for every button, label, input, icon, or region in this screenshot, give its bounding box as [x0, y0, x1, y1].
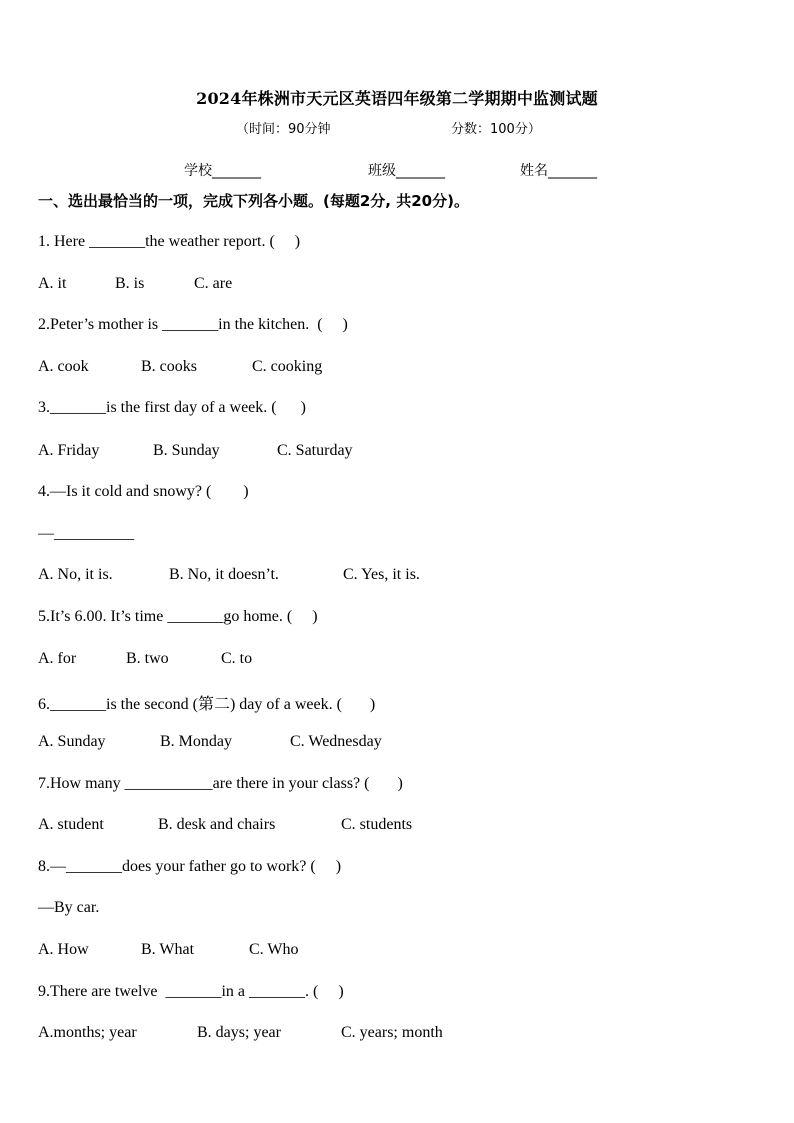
q4-option-b: B. No, it doesn’t.	[169, 566, 279, 583]
question-5: 5.It’s 6.00. It’s time _______go home. ( )	[38, 608, 318, 625]
q7-option-c: C. students	[341, 816, 413, 833]
q5-option-b: B. two	[126, 650, 169, 667]
name-field: 姓名_______	[520, 163, 597, 179]
school-field: 学校_______	[184, 163, 261, 179]
exam-title: 2024年株洲市天元区英语四年级第二学期期中监测试题	[196, 89, 598, 108]
question-8: 8.—_______does your father go to work? ( )	[38, 858, 342, 875]
q4-option-c: C. Yes, it is.	[343, 566, 420, 583]
question-7: 7.How many ___________are there in your class? ( )	[38, 775, 403, 792]
q8-reply: —By car.	[38, 899, 100, 916]
exam-score: 分数：100分）	[451, 122, 541, 137]
q5-option-a: A. for	[38, 650, 77, 667]
q2-option-a: A. cook	[38, 358, 89, 375]
class-field: 班级_______	[368, 163, 445, 179]
q8-option-b: B. What	[141, 941, 195, 958]
q1-option-c: C. are	[194, 275, 233, 292]
q2-option-b: B. cooks	[141, 358, 197, 375]
q3-option-b: B. Sunday	[153, 442, 220, 459]
q8-option-a: A. How	[38, 941, 89, 958]
q4-option-a: A. No, it is.	[38, 566, 113, 583]
question-4: 4.—Is it cold and snowy? ( )	[38, 483, 249, 500]
question-1: 1. Here _______the weather report. ( )	[38, 233, 301, 250]
q6-option-a: A. Sunday	[38, 733, 106, 750]
q3-option-a: A. Friday	[38, 442, 100, 459]
q7-option-a: A. student	[38, 816, 104, 833]
q8-option-c: C. Who	[249, 941, 299, 958]
q1-option-a: A. it	[38, 275, 67, 292]
question-6: 6._______is the second (第二) day of a week. ( )	[38, 696, 376, 713]
q4-reply: —__________	[38, 525, 134, 542]
q9-option-a: A.months; year	[38, 1024, 137, 1041]
question-9: 9.There are twelve _______in a _______. ( )	[38, 983, 344, 1000]
q2-option-c: C. cooking	[252, 358, 323, 375]
exam-time: （时间：90分钟	[236, 122, 331, 137]
q6-option-c: C. Wednesday	[290, 733, 382, 750]
q9-option-c: C. years; month	[341, 1024, 443, 1041]
q9-option-b: B. days; year	[197, 1024, 281, 1041]
q7-option-b: B. desk and chairs	[158, 816, 276, 833]
q5-option-c: C. to	[221, 650, 253, 667]
question-2: 2.Peter’s mother is _______in the kitchen. ( )	[38, 316, 348, 333]
q3-option-c: C. Saturday	[277, 442, 353, 459]
q6-option-b: B. Monday	[160, 733, 232, 750]
q1-option-b: B. is	[115, 275, 145, 292]
section-heading: 一、选出最恰当的一项，完成下列各小题。(每题2分, 共20分)。	[38, 192, 469, 210]
question-3: 3._______is the first day of a week. ( )	[38, 399, 306, 416]
